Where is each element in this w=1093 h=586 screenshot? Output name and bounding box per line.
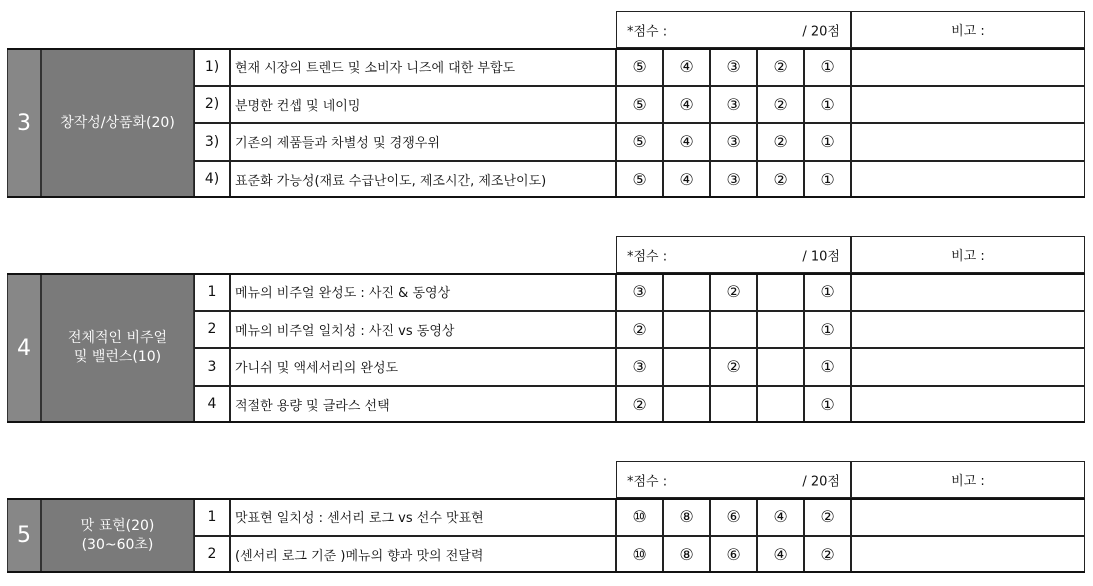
criteria-text: 표준화 가능성(재료 수급난이도, 제조시간, 제조난이도): [230, 161, 616, 199]
score-option: [710, 386, 757, 424]
score-option[interactable]: ②: [757, 86, 804, 124]
category-number: 3: [7, 48, 41, 198]
criteria-text: 메뉴의 비주얼 일치성 : 사진 vs 동영상: [230, 311, 616, 349]
criteria-number: 2: [194, 311, 230, 349]
score-option[interactable]: ②: [804, 498, 851, 536]
remark-header: [851, 461, 1085, 498]
criteria-number: 4: [194, 386, 230, 424]
criteria-text: 현재 시장의 트렌드 및 소비자 니즈에 대한 부합도: [230, 48, 616, 86]
score-option: [757, 386, 804, 424]
criteria-text: 기존의 제품들과 차별성 및 경쟁우위: [230, 123, 616, 161]
score-option[interactable]: ④: [757, 498, 804, 536]
score-option[interactable]: ④: [663, 86, 710, 124]
remark-cell[interactable]: [851, 386, 1085, 424]
score-option: [663, 311, 710, 349]
score-option[interactable]: ⑩: [616, 536, 663, 574]
score-option[interactable]: ①: [804, 348, 851, 386]
score-label: *점수 :: [627, 24, 668, 39]
remark-cell[interactable]: [851, 86, 1085, 124]
score-option[interactable]: ②: [804, 536, 851, 574]
score-option[interactable]: ①: [804, 311, 851, 349]
score-option[interactable]: ⑧: [663, 536, 710, 574]
max-score: / 10점: [802, 249, 840, 264]
criteria-text: (센서리 로그 기준 )메뉴의 향과 맛의 전달력: [230, 536, 616, 574]
remark-header: [851, 236, 1085, 273]
criteria-number: 2): [194, 86, 230, 124]
criteria-text: 가니쉬 및 액세서리의 완성도: [230, 348, 616, 386]
max-score: / 20점: [802, 474, 840, 489]
score-option: [757, 273, 804, 311]
score-option[interactable]: ③: [710, 123, 757, 161]
score-option[interactable]: ①: [804, 273, 851, 311]
remark-cell[interactable]: [851, 48, 1085, 86]
score-option[interactable]: ⑤: [616, 161, 663, 199]
score-header: [616, 11, 851, 48]
remark-header: [851, 11, 1085, 48]
score-option[interactable]: ⑤: [616, 48, 663, 86]
criteria-number: 3): [194, 123, 230, 161]
score-option: [663, 273, 710, 311]
max-score: / 20점: [802, 24, 840, 39]
remark-cell[interactable]: [851, 536, 1085, 574]
score-option[interactable]: ①: [804, 386, 851, 424]
score-option[interactable]: ⑥: [710, 498, 757, 536]
score-option[interactable]: ⑧: [663, 498, 710, 536]
score-option[interactable]: ③: [616, 348, 663, 386]
remark-cell[interactable]: [851, 311, 1085, 349]
score-option[interactable]: ②: [757, 48, 804, 86]
score-option[interactable]: ④: [663, 161, 710, 199]
score-option[interactable]: ③: [710, 48, 757, 86]
score-option: [757, 348, 804, 386]
remark-label: 비고 :: [951, 474, 985, 489]
score-option[interactable]: ②: [710, 348, 757, 386]
criteria-number: 2: [194, 536, 230, 574]
score-option: [663, 386, 710, 424]
category-name: 맛 표현(20) (30~60초): [41, 498, 194, 573]
criteria-text: 분명한 컨셉 및 네이밍: [230, 86, 616, 124]
score-option[interactable]: ③: [710, 161, 757, 199]
criteria-number: 4): [194, 161, 230, 199]
criteria-text: 맛표현 일치성 : 센서리 로그 vs 선수 맛표현: [230, 498, 616, 536]
criteria-number: 1): [194, 48, 230, 86]
category-number: 4: [7, 273, 41, 423]
score-option[interactable]: ④: [757, 536, 804, 574]
score-option[interactable]: ①: [804, 48, 851, 86]
score-option[interactable]: ⑤: [616, 123, 663, 161]
criteria-number: 1: [194, 273, 230, 311]
score-option[interactable]: ②: [710, 273, 757, 311]
score-option: [757, 311, 804, 349]
score-label: *점수 :: [627, 474, 668, 489]
score-option[interactable]: ①: [804, 86, 851, 124]
remark-label: 비고 :: [951, 24, 985, 39]
category-name: 창작성/상품화(20): [41, 48, 194, 198]
category-name: 전체적인 비주얼 및 밸런스(10): [41, 273, 194, 423]
score-option[interactable]: ②: [757, 123, 804, 161]
remark-cell[interactable]: [851, 348, 1085, 386]
score-option[interactable]: ⑥: [710, 536, 757, 574]
remark-cell[interactable]: [851, 123, 1085, 161]
criteria-number: 3: [194, 348, 230, 386]
criteria-text: 메뉴의 비주얼 완성도 : 사진 & 동영상: [230, 273, 616, 311]
score-header: [616, 461, 851, 498]
score-option[interactable]: ③: [710, 86, 757, 124]
score-option[interactable]: ②: [616, 311, 663, 349]
score-option[interactable]: ④: [663, 48, 710, 86]
score-option[interactable]: ⑤: [616, 86, 663, 124]
score-option[interactable]: ②: [616, 386, 663, 424]
remark-cell[interactable]: [851, 498, 1085, 536]
score-option[interactable]: ①: [804, 161, 851, 199]
score-label: *점수 :: [627, 249, 668, 264]
score-option[interactable]: ④: [663, 123, 710, 161]
remark-cell[interactable]: [851, 273, 1085, 311]
category-number: 5: [7, 498, 41, 573]
score-option: [710, 311, 757, 349]
criteria-number: 1: [194, 498, 230, 536]
score-option[interactable]: ③: [616, 273, 663, 311]
score-header: [616, 236, 851, 273]
score-option[interactable]: ⑩: [616, 498, 663, 536]
score-option: [663, 348, 710, 386]
score-option[interactable]: ①: [804, 123, 851, 161]
criteria-text: 적절한 용량 및 글라스 선택: [230, 386, 616, 424]
remark-cell[interactable]: [851, 161, 1085, 199]
score-option[interactable]: ②: [757, 161, 804, 199]
remark-label: 비고 :: [951, 249, 985, 264]
